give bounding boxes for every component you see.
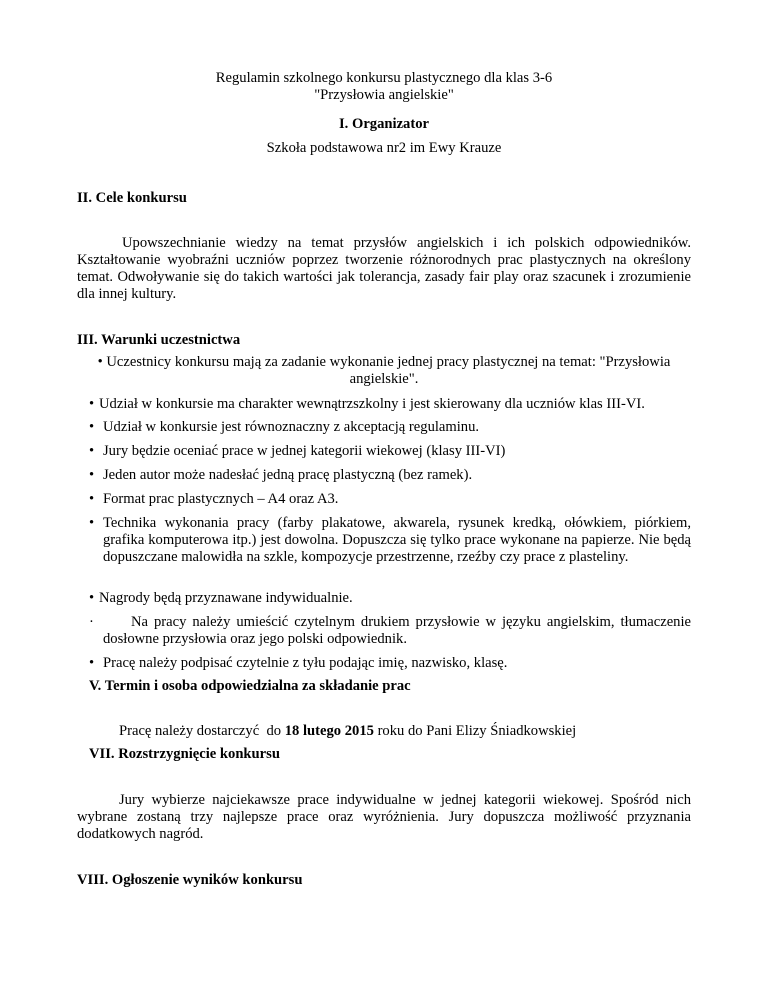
bullet-icon: • — [89, 396, 95, 412]
deadline-date: 18 lutego 2015 — [284, 723, 374, 739]
list-item — [89, 515, 691, 566]
list-item-text: Udział w konkursie jest równoznaczny z akceptacją regulaminu. — [103, 419, 480, 435]
document-title-line1: Regulamin szkolnego konkursu plastycznego dla klas 3-6 — [215, 70, 553, 86]
list-item — [89, 655, 691, 672]
section1-text: Szkoła podstawowa nr2 im Ewy Krauze — [266, 140, 502, 156]
bullet-icon: • — [89, 655, 95, 671]
bullet-icon: • — [89, 443, 95, 459]
list-item-text: Nagrody będą przyznawane indywidualnie. — [99, 590, 353, 606]
section5-text — [119, 723, 576, 740]
list-item-text: Format prac plastycznych – A4 oraz A3. — [103, 491, 339, 507]
list-item-text: Pracę należy podpisać czytelnie z tyłu podając imię, nazwisko, klasę. — [103, 655, 508, 671]
section8-heading: VIII. Ogłoszenie wyników konkursu — [77, 872, 303, 888]
section7-text: Jury wybierze najciekawsze prace indywidualne w jednej kategorii wiekowej. Spośród nich wybrane zostaną trzy najlepsze prace oraz wyróżnienia. Jury dopuszcza możliwość przyznania dodatkowych nagród. — [77, 792, 691, 842]
document-title-line2: "Przysłowia angielskie" — [314, 87, 454, 103]
bullet-icon: • — [89, 515, 95, 531]
bullet-icon: • — [89, 419, 95, 435]
section5-heading: V. Termin i osoba odpowiedzialna za składanie prac — [89, 678, 411, 694]
section5-text-before: Pracę należy dostarczyć do — [119, 723, 285, 739]
list-item-text: Jury będzie oceniać prace w jednej kategorii wiekowej (klasy III-VI) — [103, 443, 506, 459]
list-item — [0, 354, 768, 371]
section7-heading: VII. Rozstrzygnięcie konkursu — [89, 746, 280, 762]
list-item-text: Na pracy należy umieścić czytelnym drukiem przysłowie w języku angielskim, tłumaczenie dosłowne przysłowia oraz jego polski odpowiednik. — [103, 614, 691, 647]
list-item-text: Technika wykonania pracy (farby plakatowe, akwarela, rysunek kredką, ołówkiem, piórkiem, grafika komputerowa itp.) jest dowolna. Dopuszcza się tylko prace wykonane na papierze. Nie będą dopuszczane malowidła na szkle, kompozycje przestrzenne, rzeźby czy prace z plasteliny. — [103, 515, 691, 565]
list-item-text: Jeden autor może nadesłać jedną pracę plastyczną (bez ramek). — [103, 467, 473, 483]
list-item — [89, 443, 691, 460]
small-bullet-icon: · — [89, 614, 94, 630]
list-item-text: Udział w konkursie ma charakter wewnątrzszkolny i jest skierowany dla uczniów klas III-VI. — [99, 396, 645, 412]
list-item — [89, 590, 691, 607]
list-item — [89, 491, 691, 508]
section5-text-after: roku do Pani Elizy Śniadkowskiej — [373, 723, 577, 739]
bullet-icon: • — [89, 590, 95, 606]
list-item — [89, 467, 691, 484]
list-item — [89, 396, 691, 413]
section1-heading: I. Organizator — [339, 116, 429, 132]
section2-text: Upowszechnianie wiedzy na temat przysłów angielskich i ich polskich odpowiedników. Kształtowanie wyobraźni uczniów poprzez tworzenie różnorodnych prac plastycznych na określony temat. Odwoływanie się do takich wartości jak tolerancja, zasady fair play oraz szacunek i zrozumienie dla innej kultury. — [77, 235, 691, 302]
list-item — [89, 419, 691, 436]
bullet-icon: • — [89, 491, 95, 507]
bullet-icon: • — [97, 354, 103, 370]
bullet-icon: • — [89, 467, 95, 483]
list-item-text: Uczestnicy konkursu mają za zadanie wykonanie jednej pracy plastycznej na temat: "Przysłowia — [106, 354, 671, 370]
list-item-text-continued: angielskie". — [349, 371, 419, 387]
list-item — [89, 614, 691, 648]
section2-heading: II. Cele konkursu — [77, 190, 187, 206]
section3-heading: III. Warunki uczestnictwa — [77, 332, 241, 348]
